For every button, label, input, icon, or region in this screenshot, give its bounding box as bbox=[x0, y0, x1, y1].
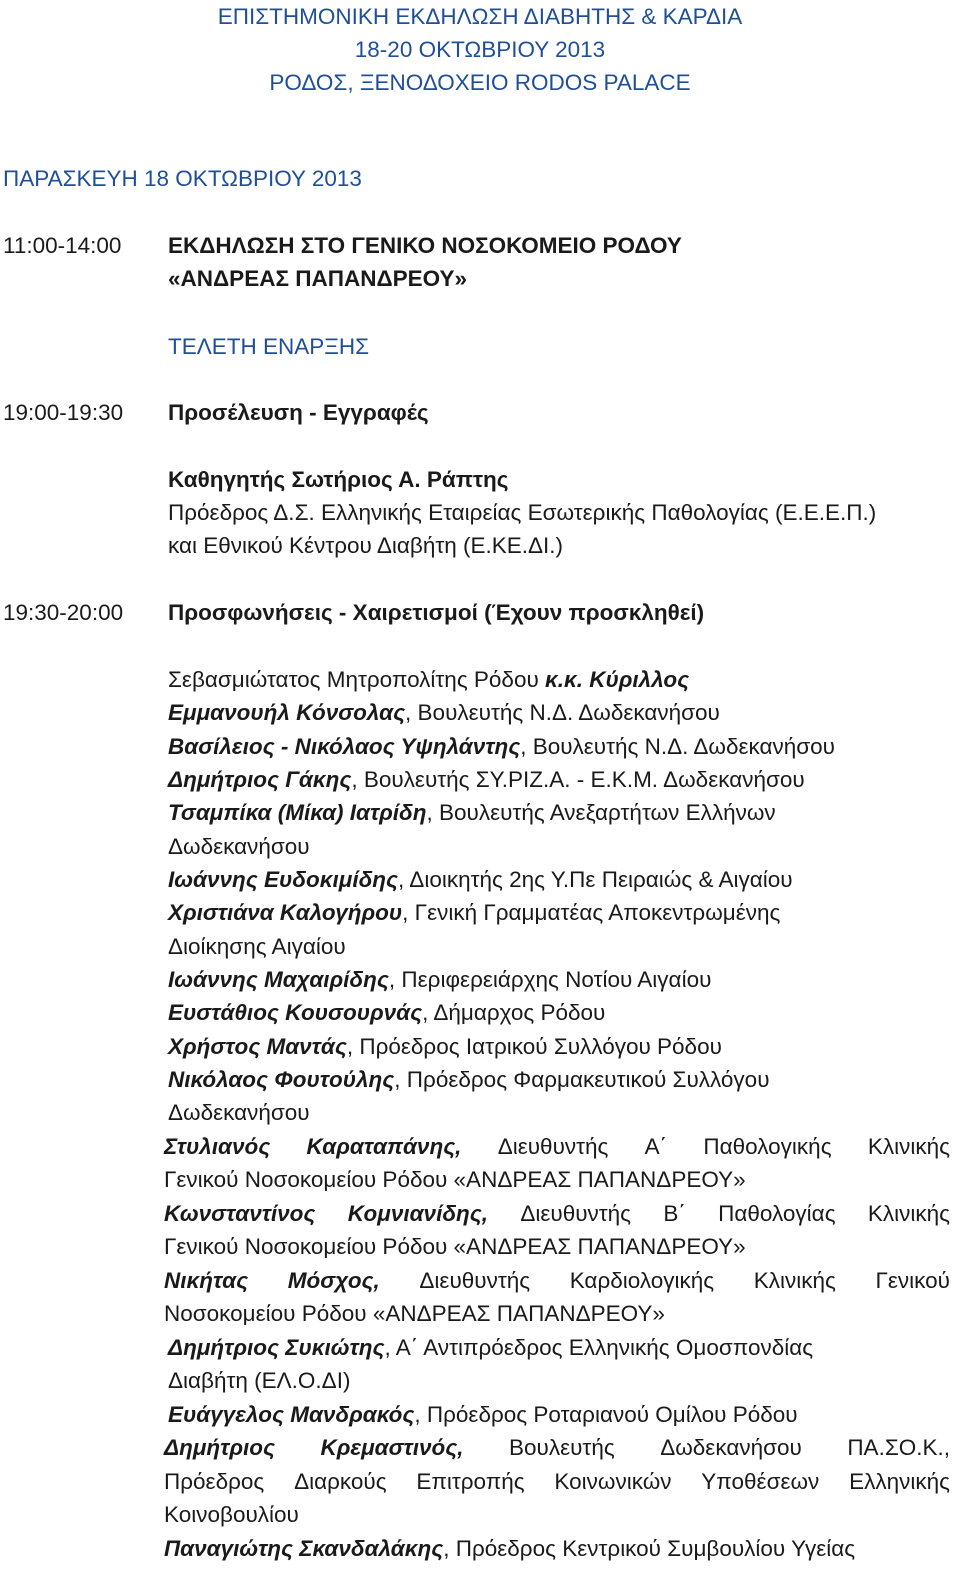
greeting-item: Ιωάννης Μαχαιρίδης, Περιφερειάρχης Νοτίου Αιγαίου bbox=[168, 967, 712, 992]
greeting-item: Βασίλειος - Νικόλαος Υψηλάντης, Βουλευτής Ν.Δ. Δωδεκανήσου bbox=[168, 734, 835, 759]
greeting-item-justified: Κωνσταντίνος Κομνιανίδης, Διευθυντής Β΄ Παθολογίας Κλινικής bbox=[164, 1201, 950, 1226]
greeting-item: Ιωάννης Ευδοκιμίδης, Διοικητής 2ης Υ.Πε Πειραιώς & Αιγαίου bbox=[168, 867, 793, 892]
event-venue: ΡΟΔΟΣ, ΞΕΝΟΔΟΧΕΙΟ RODOS PALACE bbox=[269, 70, 691, 95]
session-title-cont: «ΑΝΔΡΕΑΣ ΠΑΠΑΝΔΡΕΟΥ» bbox=[168, 266, 468, 291]
greeting-item-justified: Δημήτριος Κρεμαστινός, Βουλευτής Δωδεκανήσου ΠΑ.ΣΟ.Κ., bbox=[164, 1435, 950, 1460]
greeting-item: Τσαμπίκα (Μίκα) Ιατρίδη, Βουλευτής Ανεξαρτήτων Ελλήνων bbox=[168, 800, 776, 825]
session-title: Προσφωνήσεις - Χαιρετισμοί (Έχουν προσκληθεί) bbox=[168, 600, 705, 625]
greeting-item-cont: Δωδεκανήσου bbox=[168, 834, 310, 859]
session-time: 11:00-14:00 bbox=[3, 233, 122, 258]
greeting-item: Εμμανουήλ Κόνσολας, Βουλευτής Ν.Δ. Δωδεκανήσου bbox=[168, 700, 720, 725]
opening-ceremony: ΤΕΛΕΤΗ ΕΝΑΡΞΗΣ bbox=[168, 334, 370, 359]
greeting-item-cont: Διαβήτη (ΕΛ.Ο.ΔΙ) bbox=[168, 1368, 351, 1393]
greeting-item: Ευάγγελος Μανδρακός, Πρόεδρος Ροταριανού Ομίλου Ρόδου bbox=[168, 1402, 798, 1427]
greeting-item: Χρήστος Μαντάς, Πρόεδρος Ιατρικού Συλλόγου Ρόδου bbox=[168, 1034, 722, 1059]
greeting-item: Σεβασμιώτατος Μητροπολίτης Ρόδου κ.κ. Κύριλλος bbox=[168, 667, 690, 692]
greeting-item-justified: Στυλιανός Καραταπάνης, Διευθυντής Α΄ Παθολογικής Κλινικής bbox=[164, 1134, 950, 1159]
greeting-item: Χριστιάνα Καλογήρου, Γενική Γραμματέας Αποκεντρωμένης bbox=[168, 900, 781, 925]
greeting-item-cont: Νοσοκομείου Ρόδου «ΑΝΔΡΕΑΣ ΠΑΠΑΝΔΡΕΟΥ» bbox=[164, 1301, 665, 1326]
event-title: ΕΠΙΣΤΗΜΟΝΙΚΗ ΕΚΔΗΛΩΣΗ ΔΙΑΒΗΤΗΣ & ΚΑΡΔΙΑ bbox=[217, 4, 743, 29]
greeting-item-justified: Νικήτας Μόσχος, Διευθυντής Καρδιολογικής Κλινικής Γενικού bbox=[164, 1268, 950, 1293]
greeting-item-cont: Διοίκησης Αιγαίου bbox=[168, 934, 346, 959]
greeting-item-cont: Γενικού Νοσοκομείου Ρόδου «ΑΝΔΡΕΑΣ ΠΑΠΑΝΔΡΕΟΥ» bbox=[164, 1234, 746, 1259]
chair-role-cont: και Εθνικού Κέντρου Διαβήτη (Ε.ΚΕ.ΔΙ.) bbox=[168, 533, 564, 558]
greeting-item: Ευστάθιος Κουσουρνάς, Δήμαρχος Ρόδου bbox=[168, 1000, 606, 1025]
greeting-item: Παναγιώτης Σκανδαλάκης, Πρόεδρος Κεντρικού Συμβουλίου Υγείας bbox=[164, 1536, 856, 1561]
session-title: ΕΚΔΗΛΩΣΗ ΣΤΟ ΓΕΝΙΚΟ ΝΟΣΟΚΟΜΕΙΟ ΡΟΔΟΥ bbox=[168, 233, 682, 258]
event-header bbox=[0, 0, 960, 99]
greeting-item: Δημήτριος Συκιώτης, Α΄ Αντιπρόεδρος Ελληνικής Ομοσπονδίας bbox=[168, 1335, 814, 1360]
greeting-item: Δημήτριος Γάκης, Βουλευτής ΣΥ.ΡΙΖ.Α. - Ε.Κ.Μ. Δωδεκανήσου bbox=[168, 767, 805, 792]
greeting-item-justified: Πρόεδρος Διαρκούς Επιτροπής Κοινωνικών Υποθέσεων Ελληνικής bbox=[164, 1469, 950, 1494]
greeting-item: Νικόλαος Φουτούλης, Πρόεδρος Φαρμακευτικού Συλλόγου bbox=[168, 1067, 770, 1092]
greeting-item-cont: Κοινοβουλίου bbox=[164, 1502, 299, 1527]
session-time: 19:00-19:30 bbox=[3, 400, 124, 425]
greeting-item-cont: Δωδεκανήσου bbox=[168, 1100, 310, 1125]
greeting-item-cont: Γενικού Νοσοκομείου Ρόδου «ΑΝΔΡΕΑΣ ΠΑΠΑΝΔΡΕΟΥ» bbox=[164, 1167, 746, 1192]
session-time: 19:30-20:00 bbox=[3, 600, 124, 625]
chair-role: Πρόεδρος Δ.Σ. Ελληνικής Εταιρείας Εσωτερικής Παθολογίας (Ε.Ε.Ε.Π.) bbox=[168, 500, 877, 525]
event-dates: 18-20 ΟΚΤΩΒΡΙΟΥ 2013 bbox=[354, 37, 606, 62]
session-title: Προσέλευση - Εγγραφές bbox=[168, 400, 429, 425]
chair-name: Καθηγητής Σωτήριος Α. Ράπτης bbox=[168, 467, 509, 492]
day-heading: ΠΑΡΑΣΚΕΥΗ 18 ΟΚΤΩΒΡΙΟΥ 2013 bbox=[3, 166, 362, 191]
